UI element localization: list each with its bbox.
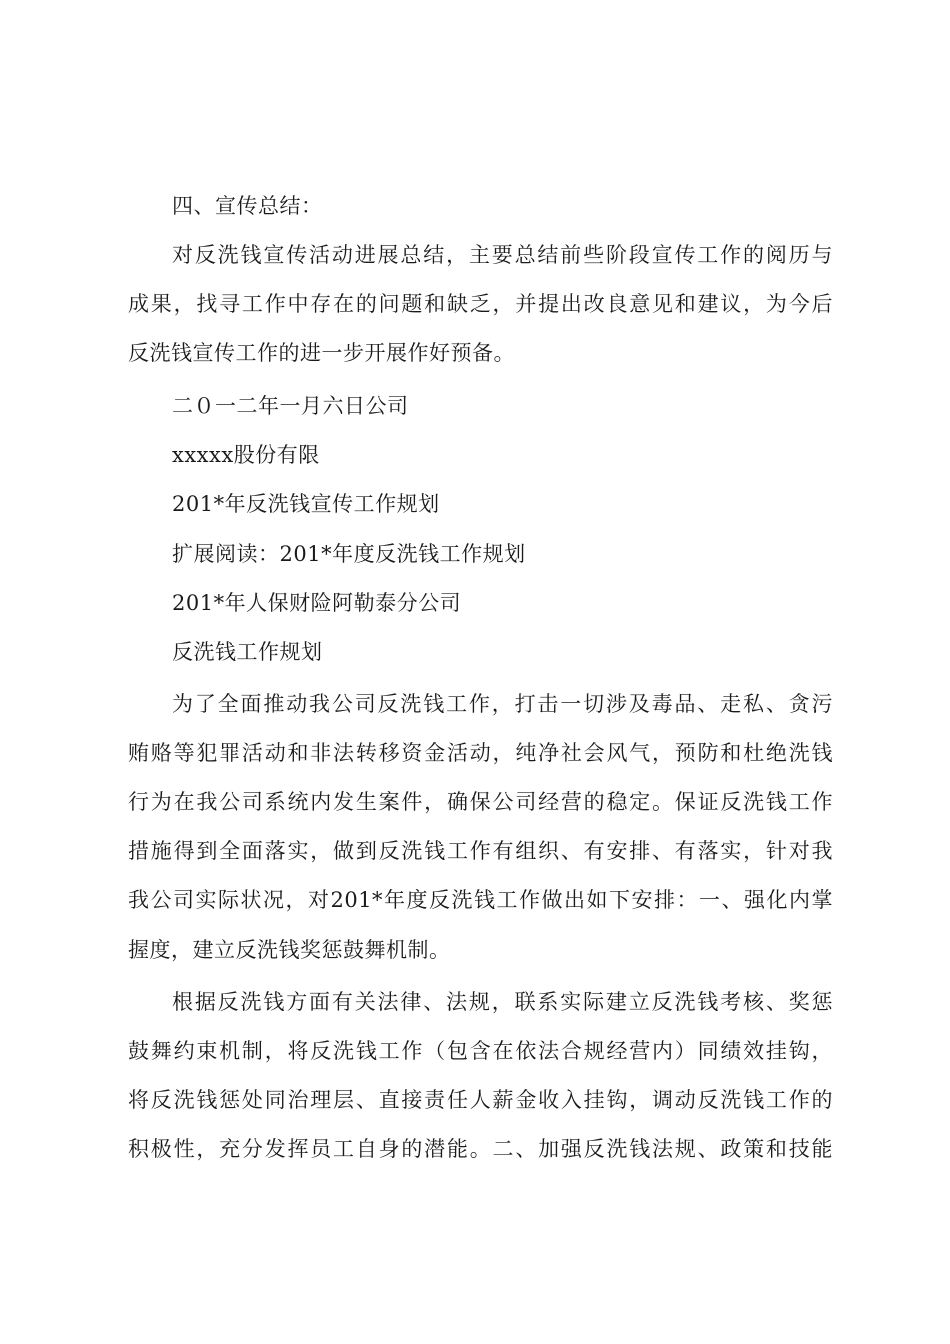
branch-line: 201*年人保财险阿勒泰分公司: [172, 591, 462, 615]
paragraph-line: 贿赂等犯罪活动和非法转移资金活动，纯净社会风气，预防和杜绝洗钱: [128, 741, 833, 765]
paragraph-line: 将反洗钱惩处同治理层、直接责任人薪金收入挂钩，调动反洗钱工作的: [128, 1088, 833, 1112]
extended-reading-line: 扩展阅读：201*年度反洗钱工作规划: [172, 542, 526, 566]
date-line: 二０一二年一月六日公司: [172, 394, 409, 418]
paragraph-line: 握度，建立反洗钱奖惩鼓舞机制。: [128, 938, 451, 962]
paragraph-line: 鼓舞约束机制，将反洗钱工作（包含在依法合规经营内）同绩效挂钩，: [128, 1039, 833, 1063]
paragraph-line: 我公司实际状况，对201*年度反洗钱工作做出如下安排：一、强化内掌: [128, 888, 833, 912]
paragraph-line: 反洗钱宣传工作的进一步开展作好预备。: [128, 341, 515, 365]
paragraph-line: 措施得到全面落实，做到反洗钱工作有组织、有安排、有落实，针对我: [128, 839, 833, 863]
paragraph-line: 为了全面推动我公司反洗钱工作，打击一切涉及毒品、走私、贪污: [172, 692, 833, 716]
paragraph-line: 对反洗钱宣传活动进展总结，主要总结前些阶段宣传工作的阅历与: [172, 243, 833, 267]
paragraph-line: 积极性，充分发挥员工自身的潜能。二、加强反洗钱法规、政策和技能: [128, 1137, 833, 1161]
paragraph-line: 根据反洗钱方面有关法律、法规，联系实际建立反洗钱考核、奖惩: [172, 990, 833, 1014]
company-line: xxxxx股份有限: [172, 443, 320, 467]
section-heading: 四、宣传总结：: [172, 194, 323, 218]
paragraph-line: 成果，找寻工作中存在的问题和缺乏，并提出改良意见和建议，为今后: [128, 292, 833, 316]
plan-title-line: 反洗钱工作规划: [172, 640, 323, 664]
title-line: 201*年反洗钱宣传工作规划: [172, 492, 440, 516]
paragraph-line: 行为在我公司系统内发生案件，确保公司经营的稳定。保证反洗钱工作: [128, 790, 833, 814]
